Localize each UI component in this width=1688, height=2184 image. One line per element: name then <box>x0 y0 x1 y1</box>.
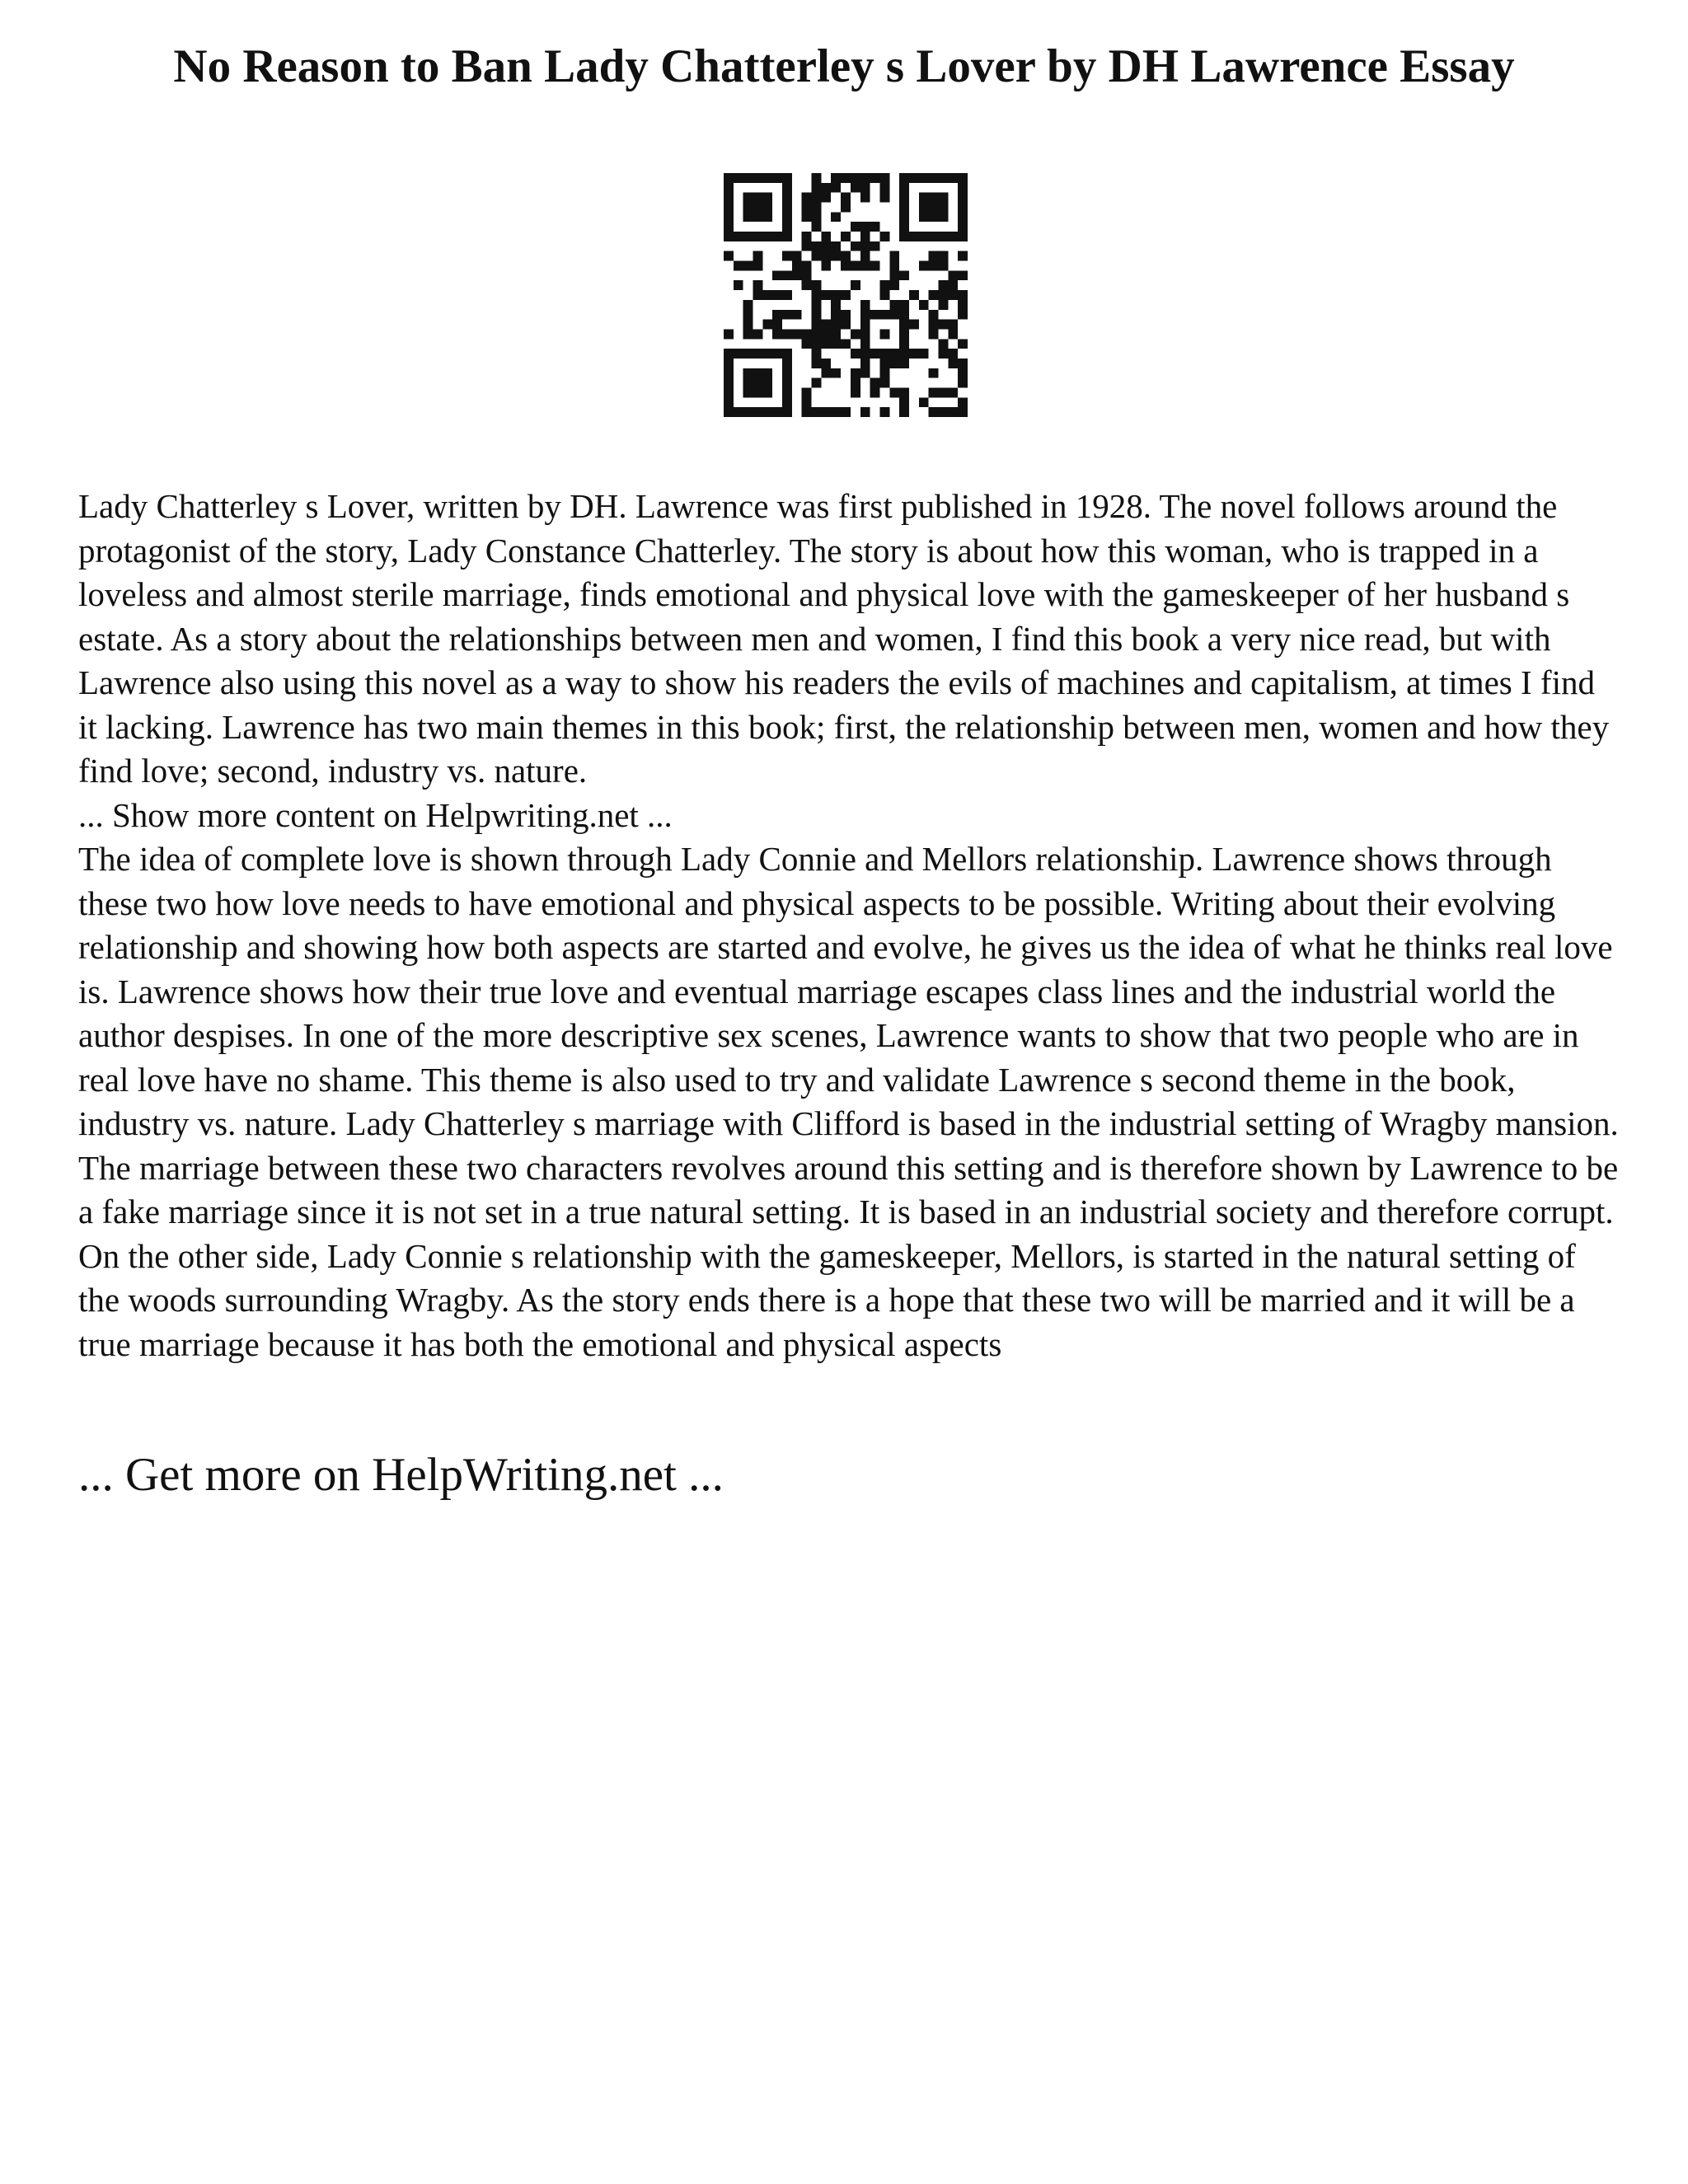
page-title: No Reason to Ban Lady Chatterley s Lover by DH Lawrence Essay <box>173 40 1515 92</box>
qr-code-icon[interactable] <box>724 173 968 417</box>
get-more-link[interactable]: ... Get more on HelpWriting.net ... <box>78 1449 724 1501</box>
paragraph-main: The idea of complete love is shown through Lady Connie and Mellors relationship. Lawrence shows through these two how love needs to have emotional and physical aspects to be possible. Writing about their evolving relationship and showing how both aspects are started and evolve, he gives us the idea of what he thinks real love is. Lawrence shows how their true love and eventual marriage escapes class lines and the industrial world the author despises. In one of the more descriptive sex scenes, Lawrence wants to show that two people who are in real love have no shame. This theme is also used to try and validate Lawrence s second theme in the book, industry vs. nature. Lady Chatterley s marriage with Clifford is based in the industrial setting of Wragby mansion. The marriage between these two characters revolves around this setting and is therefore shown by Lawrence to be a fake marriage since it is not set in a true natural setting. It is based in an industrial society and therefore corrupt. On the other side, Lady Connie s relationship with the gameskeeper, Mellors, is started in the natural setting of the woods surrounding Wragby. As the story ends there is a hope that these two will be married and it will be a true marriage because it has both the emotional and physical aspects <box>78 840 1619 1363</box>
article-body <box>78 485 1620 1366</box>
paragraph-intro: Lady Chatterley s Lover, written by DH. Lawrence was first published in 1928. The novel follows around the protagonist of the story, Lady Constance Chatterley. The story is about how this woman, who is trapped in a loveless and almost sterile marriage, finds emotional and physical love with the gameskeeper of her husband s estate. As a story about the relationships between men and women, I find this book a very nice read, but with Lawrence also using this novel as a way to show his readers the evils of machines and capitalism, at times I find it lacking. Lawrence has two main themes in this book; first, the relationship between men, women and how they find love; second, industry vs. nature. <box>78 487 1610 790</box>
show-more-link[interactable]: ... Show more content on Helpwriting.net ... <box>78 795 673 834</box>
